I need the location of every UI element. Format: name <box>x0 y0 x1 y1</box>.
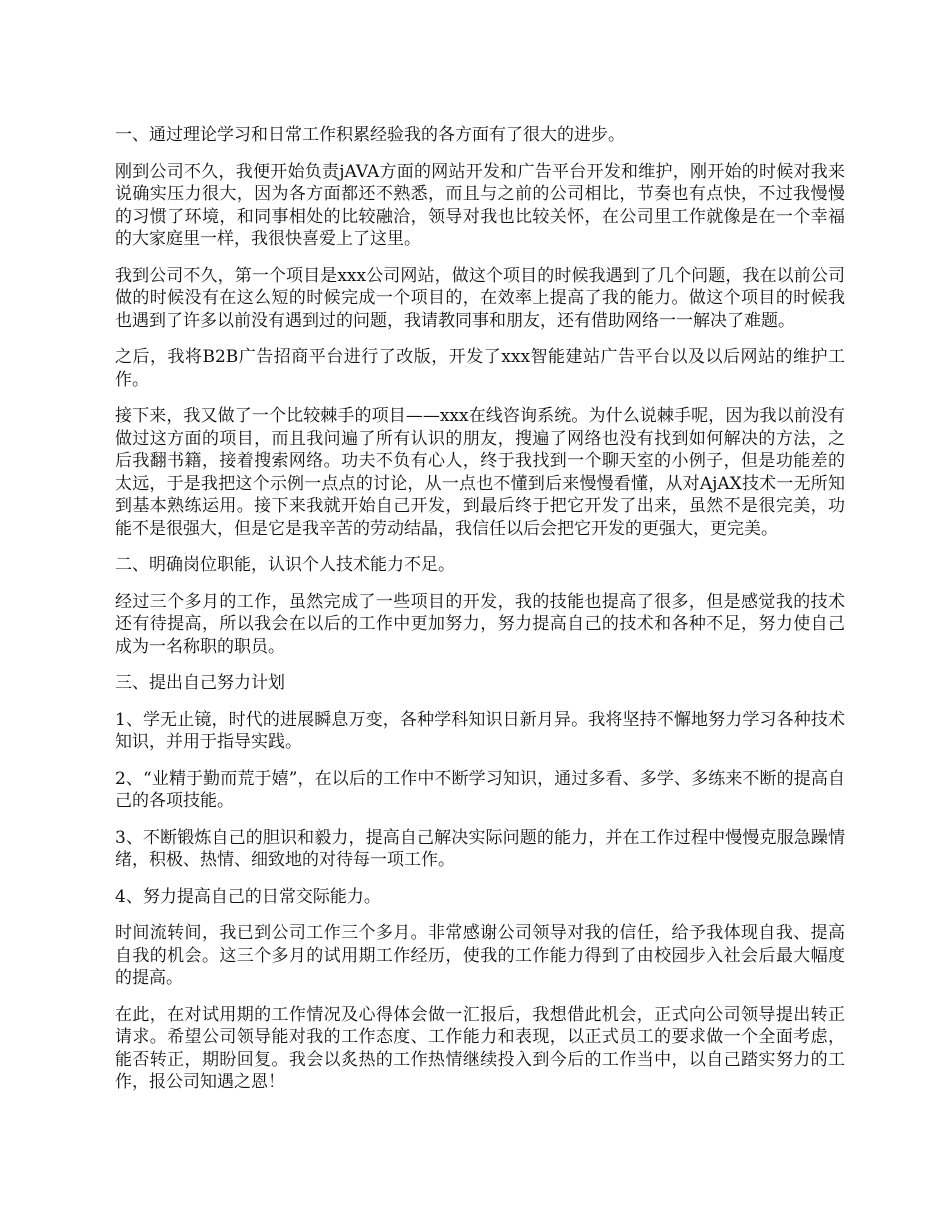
section-heading-2: 二、明确岗位职能，认识个人技术能力不足。 <box>115 555 455 575</box>
plan-item-4: 4、努力提高自己的日常交际能力。 <box>115 886 381 907</box>
plan-item-2: 2、“业精于勤而荒于嬉”，在以后的工作中不断学习知识，通过多看、多学、多练来不断的提高自己的各项技能。 <box>115 768 845 811</box>
section-heading-1: 一、通过理论学习和日常工作积累经验我的各方面有了很大的进步。 <box>115 125 625 145</box>
plan-item-3: 3、不断锻炼自己的胆识和毅力，提高自己解决实际问题的能力，并在工作过程中慢慢克服急躁情绪，积极、热情、细致地的对待每一项工作。 <box>115 827 845 870</box>
body-paragraph-1: 刚到公司不久，我便开始负责jAVA方面的网站开发和广告平台开发和维护，刚开始的时候对我来说确实压力很大，因为各方面都还不熟悉，而且与之前的公司相比，节奏也有点快，不过我慢慢的习惯了环境，和同事相处的比较融洽，领导对我也比较关怀，在公司里工作就像是在一个幸福的大家庭里一样，我很快喜爱上了这里。 <box>115 161 845 249</box>
closing-paragraph-2: 在此，在对试用期的工作情况及心得体会做一汇报后，我想借此机会，正式向公司领导提出转正请求。希望公司领导能对我的工作态度、工作能力和表现，以正式员工的要求做一个全面考虑，能否转正，期盼回复。我会以炙热的工作热情继续投入到今后的工作当中，以自己踏实努力的工作，报公司知遇之恩！ <box>115 1004 845 1092</box>
body-paragraph-4: 接下来，我又做了一个比较棘手的项目——xxx在线咨询系统。为什么说棘手呢，因为我以前没有做过这方面的项目，而且我问遍了所有认识的朋友，搜遍了网络也没有找到如何解决的方法，之后我翻书籍，接着搜索网络。功夫不负有心人，终于我找到一个聊天室的小例子，但是功能差的太远，于是我把这个示例一点点的讨论，从一点也不懂到后来慢慢看懂，从对AjAX技术一无所知到基本熟练运用。接下来我就开始自己开发，到最后终于把它开发了出来，虽然不是很完美，功能不是很强大，但是它是我辛苦的劳动结晶，我信任以后会把它开发的更强大，更完美。 <box>115 406 845 539</box>
body-paragraph-2: 我到公司不久，第一个项目是xxx公司网站，做这个项目的时候我遇到了几个问题，我在以前公司做的时候没有在这么短的时候完成一个项目的，在效率上提高了我的能力。做这个项目的时候我也遇到了许多以前没有遇到过的问题，我请教同事和朋友，还有借助网络一一解决了难题。 <box>115 265 845 331</box>
section-heading-3: 三、提出自己努力计划 <box>115 673 285 693</box>
plan-item-1: 1、学无止镜，时代的进展瞬息万变，各种学科知识日新月异。我将坚持不懈地努力学习各种技术知识，并用于指导实践。 <box>115 709 845 752</box>
body-paragraph-3: 之后，我将B2B广告招商平台进行了改版，开发了xxx智能建站广告平台以及以后网站的维护工作。 <box>115 347 845 390</box>
document-body <box>115 124 845 1108</box>
body-paragraph-5: 经过三个多月的工作，虽然完成了一些项目的开发，我的技能也提高了很多，但是感觉我的技术还有待提高，所以我会在以后的工作中更加努力，努力提高自己的技术和各种不足，努力使自己成为一名称职的职员。 <box>115 591 845 657</box>
closing-paragraph-1: 时间流转间，我已到公司工作三个多月。非常感谢公司领导对我的信任，给予我体现自我、提高自我的机会。这三个多月的试用期工作经历，使我的工作能力得到了由校园步入社会后最大幅度的提高。 <box>115 923 845 988</box>
